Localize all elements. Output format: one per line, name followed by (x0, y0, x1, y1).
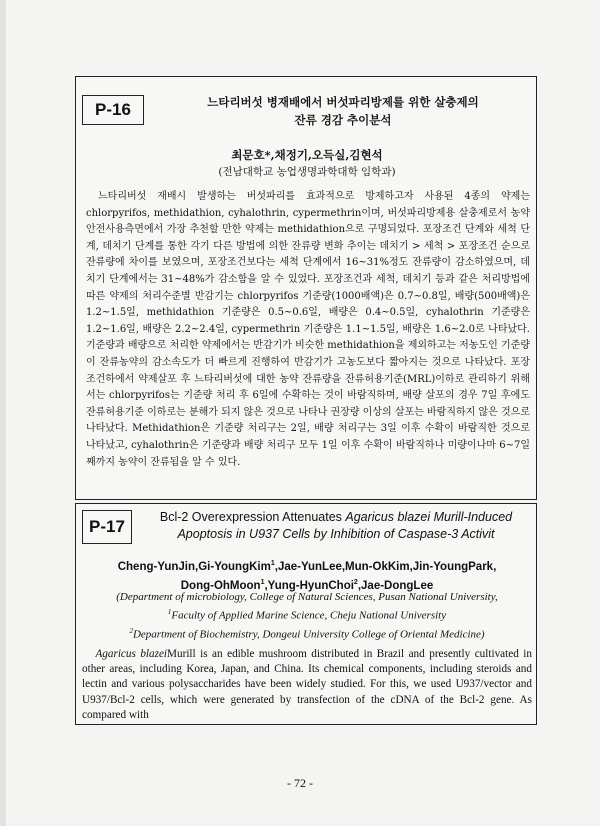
abstract-body (82, 647, 532, 723)
author-text: Dong-OhMoon (180, 579, 261, 592)
title-line: 잔류 경감 추이분석 (294, 113, 392, 127)
affiliation: (Department of microbiology, College of Natural Sciences, Pusan National University, (116, 591, 498, 603)
species-name: Agaricus blazei (95, 648, 168, 660)
abstract-title (148, 93, 538, 129)
aff-text: Department of Biochemistry, Dongeui University College of Oriental Medicine) (132, 628, 485, 641)
title-line: 느타리버섯 병재배에서 버섯파리방제를 위한 살충제의 (207, 95, 479, 109)
abstract-code: P-16 (82, 95, 144, 125)
author-text: ,Jae-YunLee,Mun-OkKim,Jin-YoungPark, (274, 560, 497, 573)
abstract-body: 느타리버섯 재배시 발생하는 버섯파리를 효과적으로 방제하고자 사용된 4종의 약제는 chlorpyrifos, methidathion, cyhalothrin, cypermethrin이며, 버섯파리방제용 살충제로서 농약 안전사용측면에서 가장 추천할 만한 약제는 methidathion으로 구명되었다. 포장조건 단계와 세척 단계, 데치기 단계를 통한 각기 다른 방법에 의한 잔류량 변화 추이는 데치기 > 세척 > 포장조건 순으로 잔류량에 차이를 보였으며, 포장조건보다는 세척 단계에서 16~31%정도 잔류량이 감소하였으며, 데치기 단계에서는 31~48%가 감소함을 알 수 있었다. 포장조건과 세척, 데치기 등과 같은 처리방법에 따른 약제의 처리수준별 반감기는 chlorpyrifos 기준량(1000배액)은 0.7~0.8일, 배량(500배액)은 1.2~1.5일, methidathion 기준량은 0.5~0.6일, 배량은 0.4~0.5일, cyhalothrin 기준량은 1.2~1.6일, 배량은 2.2~2.4일, cypermethrin 기준량은 1.1~1.5일, 배량은 1.6~2.0로 나타났다. 기준량과 배량으로 처리한 약제에서는 반감기가 비슷한 methidathion을 제외하고는 저농도인 기준량이 잔류농약의 감소속도가 더 빠르게 진행하여 반감기가 고농도보다 짧아지는 것으로 나타났다. 포장 조건하에서 약제살포 후 느타리버섯에 대한 농약 잔류량을 잔류허용기준(MRL)이하로 관리하기 위해서는 chlorpyrifos는 기준량 처리 후 6일에 수확하는 것이 바람직하며, 배량 살포의 경우 7일 후에도 잔류허용기준 이하로는 분해가 되지 않은 것으로 나타나 권장량 이상의 살포는 바람직하지 않은 것으로 나타났다. Methidathion은 기준량 처리구는 2일, 배량 처리구는 3일 이후 수확이 바람직한 것으로 나타났고, cyhalothrin은 기준량과 배량 처리구 모두 1일 이후 수확이 바람직하나 미량이나마 6~7일째까지 농약이 잔류됨을 알 수 있다. (86, 191, 530, 468)
abstract-text: Murill is an edible mushroom distributed in Brazil and presently cultivated in other areas, including Korea, Japan, and China. Its chemical components, including steroids and lectin and various polysaccharides have been widely studied. For this, we used U937/vector and U937/Bcl-2 cells, which were generated by transfection of the cDNA of the Bcl-2 gene. As compared with (82, 648, 533, 721)
author-text: Cheng-YunJin,Gi-YoungKim (117, 560, 271, 573)
abstract-p16 (75, 76, 537, 500)
author-text: ,Yung-HyunChoi (264, 579, 354, 592)
authors (76, 556, 538, 594)
author-sup: 1 (270, 560, 275, 567)
abstract-title (136, 509, 536, 543)
affiliation (76, 605, 538, 624)
aff-text: Faculty of Applied Marine Science, Cheju National University (171, 609, 447, 622)
title-italic: Agaricus blazei Murill-Induced Apoptosis in U937 Cells by Inhibition of Caspase-3 Activit (177, 510, 513, 541)
title-text: Bcl-2 Overexpression Attenuates (159, 510, 346, 524)
author-text: ,Jae-DongLee (357, 579, 434, 592)
aff-sup: 2 (129, 626, 133, 635)
author-sup: 1 (260, 578, 265, 586)
affiliation (76, 624, 538, 643)
abstract-p17 (75, 503, 537, 725)
page-number: - 72 - (287, 776, 313, 790)
abstract-code: P-17 (82, 510, 132, 544)
authors: 최문호*,채정기,오득실,김현석 (231, 148, 383, 162)
affiliation: (전남대학교 농업생명과학대학 임학과) (218, 166, 396, 178)
aff-sup: 1 (167, 608, 172, 616)
affiliations (76, 590, 538, 642)
author-sup: 2 (353, 578, 358, 586)
